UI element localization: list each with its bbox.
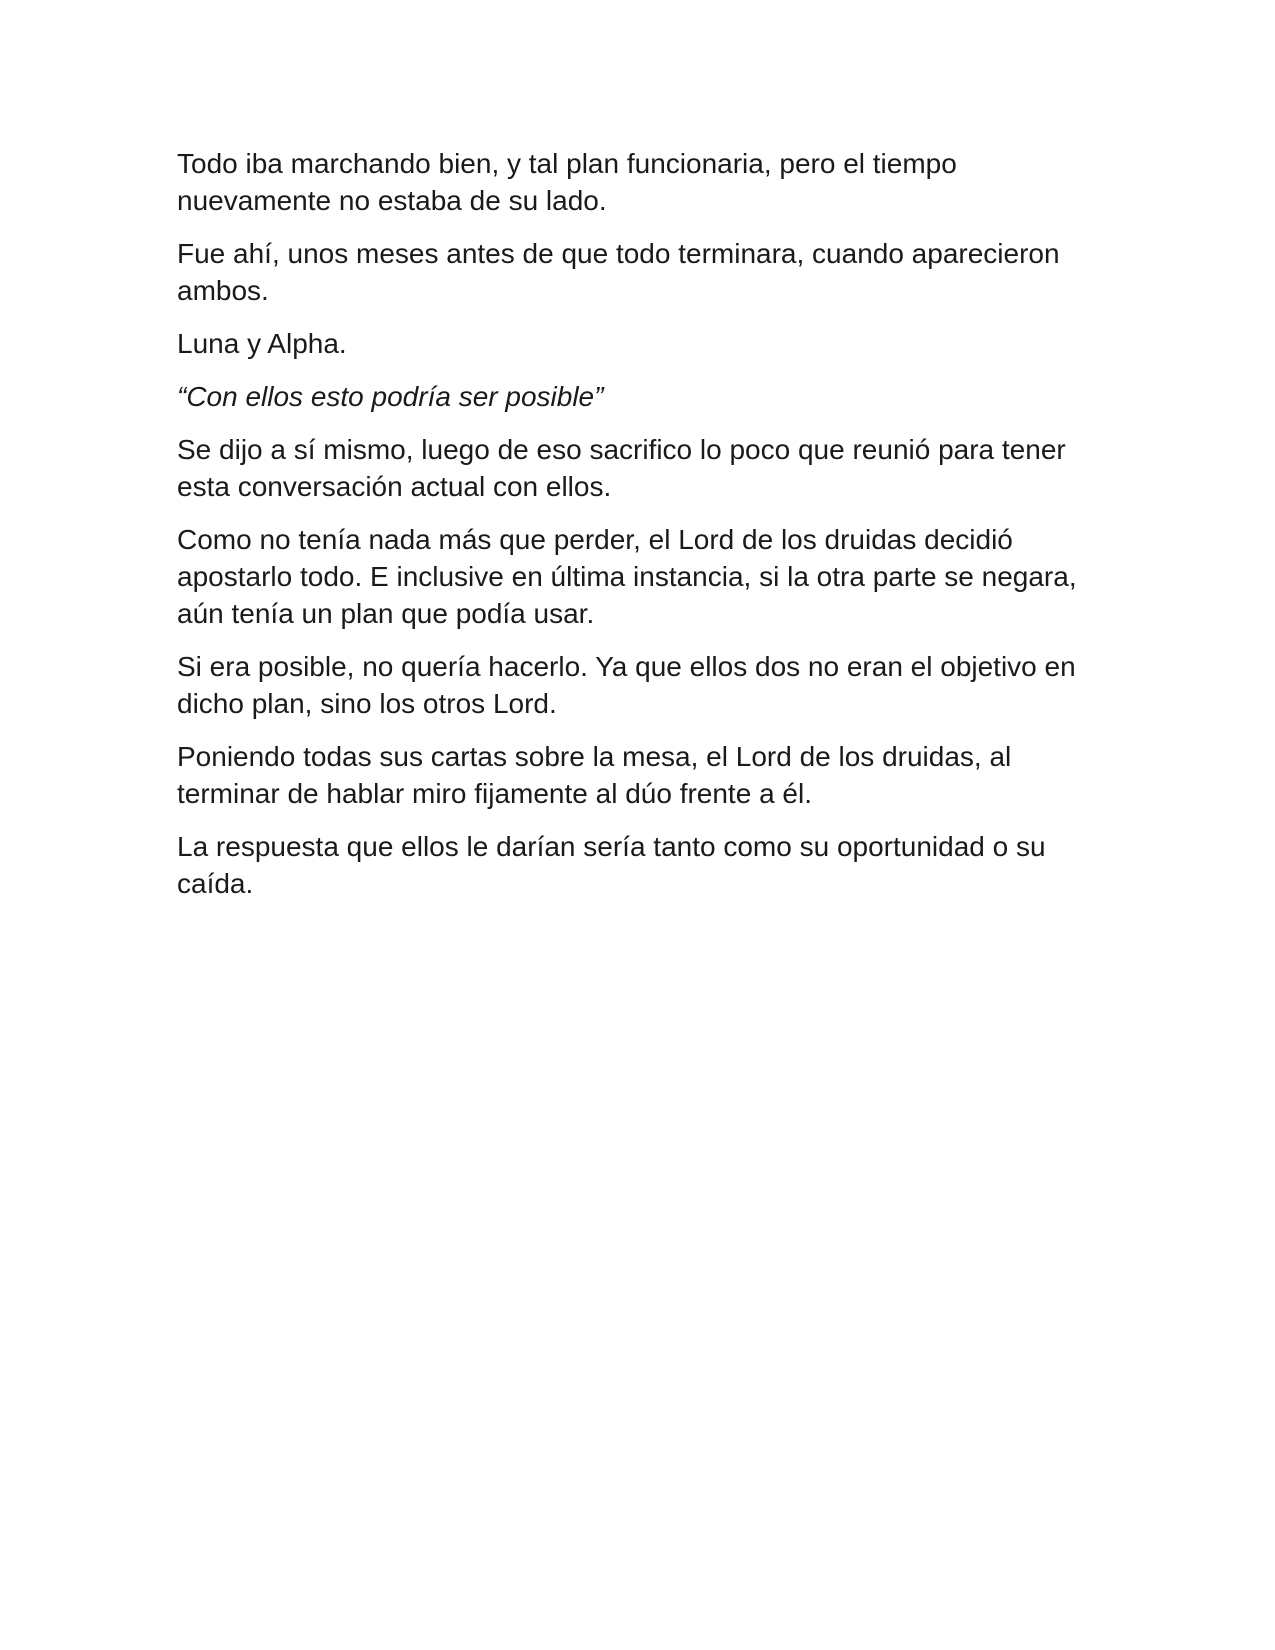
paragraph: Se dijo a sí mismo, luego de eso sacrifico lo poco que reunió para tener esta conversación actual con ellos. — [177, 434, 1066, 502]
paragraph: Fue ahí, unos meses antes de que todo terminara, cuando aparecieron ambos. — [177, 238, 1060, 306]
document-body — [177, 145, 1097, 918]
paragraph: Si era posible, no quería hacerlo. Ya que ellos dos no eran el objetivo en dicho plan, sino los otros Lord. — [177, 651, 1076, 719]
paragraph: Todo iba marchando bien, y tal plan funcionaria, pero el tiempo nuevamente no estaba de su lado. — [177, 148, 957, 216]
italic-quote-paragraph: “Con ellos esto podría ser posible” — [177, 381, 604, 412]
paragraph: Como no tenía nada más que perder, el Lord de los druidas decidió apostarlo todo. E inclusive en última instancia, si la otra parte se negara, aún tenía un plan que podía usar. — [177, 524, 1077, 629]
paragraph: Poniendo todas sus cartas sobre la mesa, el Lord de los druidas, al terminar de hablar miro fijamente al dúo frente a él. — [177, 741, 1012, 809]
paragraph: La respuesta que ellos le darían sería tanto como su oportunidad o su caída. — [177, 831, 1046, 899]
paragraph: Luna y Alpha. — [177, 328, 347, 359]
